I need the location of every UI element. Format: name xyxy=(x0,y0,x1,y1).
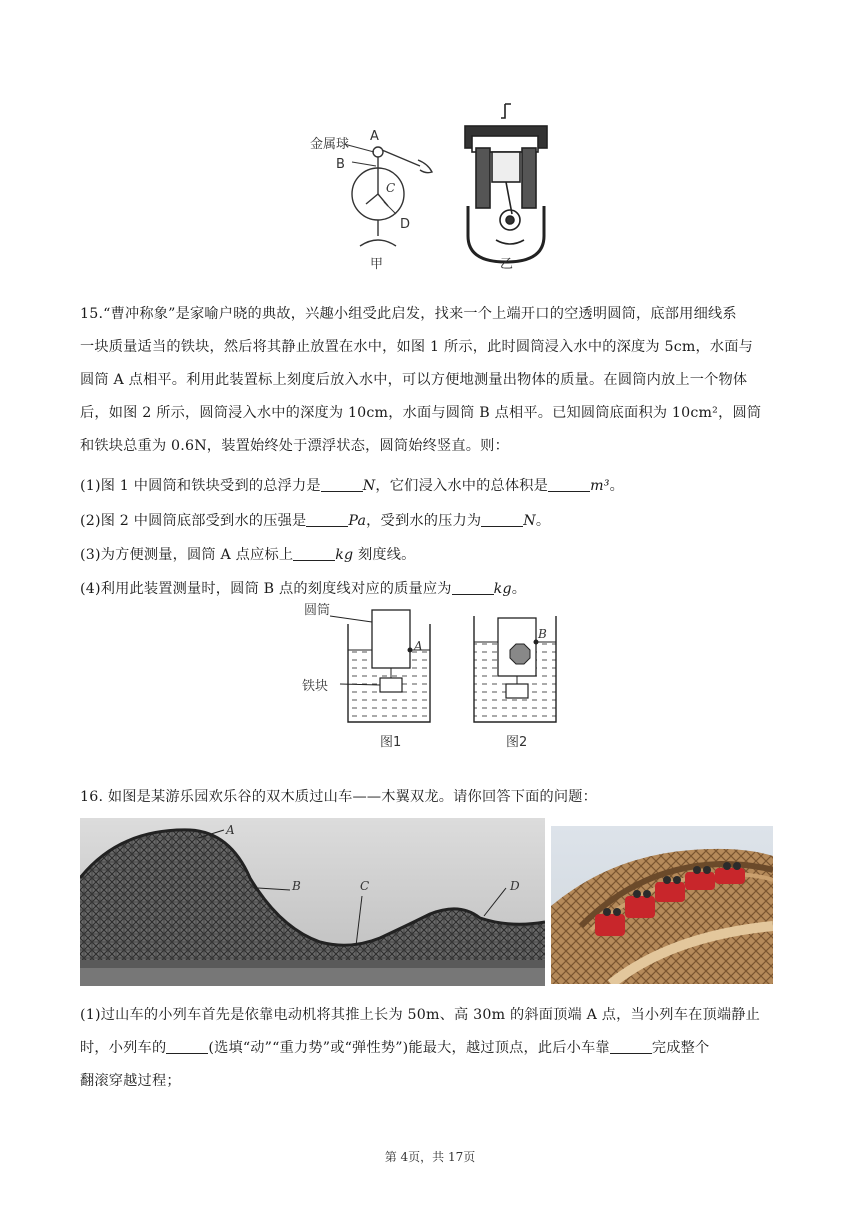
photo-label-D: D xyxy=(510,879,520,893)
fig1-container xyxy=(330,610,430,722)
label-fig1-A: A xyxy=(414,639,423,653)
label-fig2-B: B xyxy=(538,627,547,641)
q16-sub1-line-1: (1)过山车的小列车首先是依靠电动机将其推上长为 50m、高 30m 的斜面顶端 A 点，当小列车在顶端静止 xyxy=(80,1007,761,1023)
q15-sub4: (4)利用此装置测量时，圆筒 B 点的刻度线对应的质量应为 kg。 xyxy=(80,581,527,597)
q15-line-1: 15.“曹冲称象”是家喻户晓的典故，兴趣小组受此启发，找来一个上端开口的空透明圆筒，底部用细线系 xyxy=(80,306,737,322)
label-top-D: D xyxy=(400,217,411,232)
q16-intro: 16. 如图是某游乐园欢乐谷的双木质过山车——木翼双龙。请你回答下面的问题： xyxy=(80,789,598,805)
q15-line-4: 后，如图 2 所示，圆筒浸入水中的深度为 10cm，水面与圆筒 B 点相平。已知圆筒底面积为 10cm²，圆筒 xyxy=(80,405,762,421)
figure-electroscope-engine xyxy=(300,96,560,276)
q15-sub1: (1)图 1 中圆筒和铁块受到的总浮力是 N，它们浸入水中的总体积是 m³。 xyxy=(80,478,624,494)
caption-jia: 甲 xyxy=(370,257,384,272)
caption-fig1: 图1 xyxy=(380,735,402,750)
photo-label-B: B xyxy=(292,879,301,893)
engine-diagram xyxy=(465,104,547,262)
label-top-B: B xyxy=(336,157,345,172)
q15-line-2: 一块质量适当的铁块，然后将其静止放置在水中，如图 1 所示，此时圆筒浸入水中的深度为 5cm，水面与 xyxy=(80,339,754,355)
q15-sub3: (3)为方便测量，圆筒 A 点应标上 kg 刻度线。 xyxy=(80,547,416,563)
label-metal-ball: 金属球 xyxy=(310,137,350,152)
answer-blank[interactable] xyxy=(452,580,494,595)
figure-cylinder-float xyxy=(290,600,580,756)
answer-blank[interactable] xyxy=(481,512,523,527)
q15-sub2: (2)图 2 中圆筒底部受到水的压强是 Pa，受到水的压力为 N。 xyxy=(80,513,551,529)
label-cylinder: 圆筒 xyxy=(304,603,331,618)
caption-yi: 乙 xyxy=(500,257,514,272)
answer-blank[interactable] xyxy=(321,477,363,492)
electroscope-diagram xyxy=(344,144,432,246)
q15-line-3: 圆筒 A 点相平。利用此装置标上刻度后放入水中，可以方便地测量出物体的质量。在圆筒内放上一个物体 xyxy=(80,372,748,388)
label-iron-block: 铁块 xyxy=(302,679,329,694)
caption-fig2: 图2 xyxy=(506,735,528,750)
answer-blank[interactable] xyxy=(166,1039,208,1054)
q16-sub1-line-2: 时，小列车的 (选填“动”“重力势”或“弹性势”)能最大，越过顶点，此后小车靠 完成整个 xyxy=(80,1040,710,1056)
photo-label-A: A xyxy=(226,823,235,837)
answer-blank[interactable] xyxy=(306,512,348,527)
answer-blank[interactable] xyxy=(548,477,590,492)
page-footer: 第 4页，共 17页 xyxy=(384,1150,476,1164)
label-top-A: A xyxy=(370,129,379,144)
q16-sub1-line-3: 翻滚穿越过程； xyxy=(80,1073,181,1089)
photo-roller-coaster-bw xyxy=(80,818,545,986)
q15-line-5: 和铁块总重为 0.6N，装置始终处于漂浮状态，圆筒始终竖直。则： xyxy=(80,438,509,454)
answer-blank[interactable] xyxy=(293,546,335,561)
answer-blank[interactable] xyxy=(610,1039,652,1054)
photo-roller-coaster-color xyxy=(551,826,773,984)
label-top-C: C xyxy=(386,181,396,195)
photo-label-C: C xyxy=(360,879,370,893)
